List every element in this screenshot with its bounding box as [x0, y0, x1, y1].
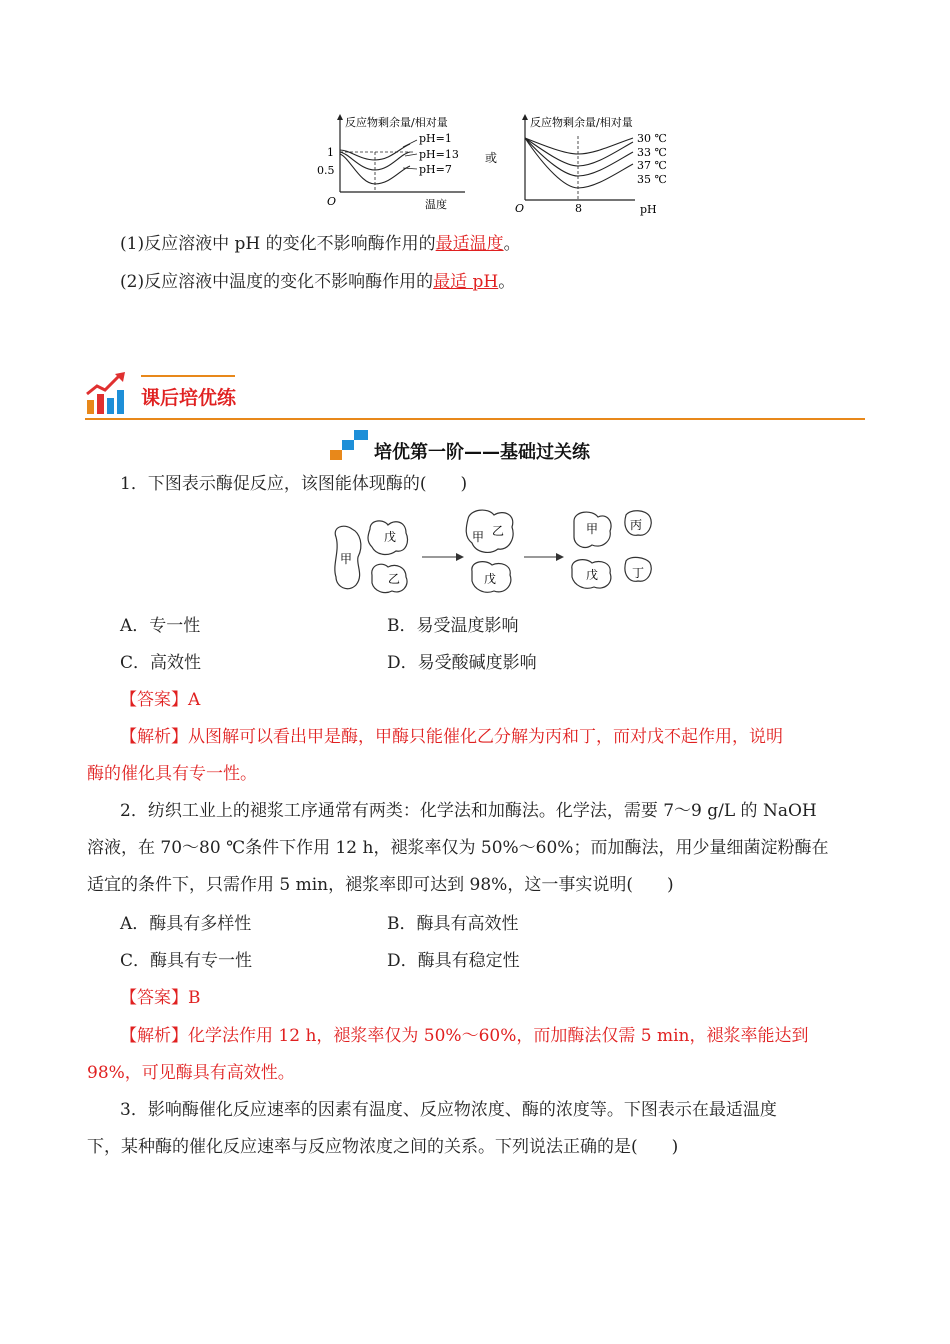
- q1-diagram: [330, 505, 660, 600]
- left-series-ph7: pH=7: [419, 163, 452, 176]
- q3-stem-line2: 下，某种酶的催化反应速率与反应物浓度之间的关系。下列说法正确的是( ): [87, 1137, 679, 1157]
- label-jia-1: 甲: [340, 552, 353, 566]
- right-series-37: 37 ℃: [637, 159, 667, 172]
- label-wu-1: 戊: [384, 530, 397, 544]
- q2-analysis-line2: 98%，可见酶具有高效性。: [87, 1063, 295, 1083]
- section-title-underline: [141, 375, 235, 377]
- q1-option-b: B．易受温度影响: [387, 616, 519, 636]
- left-series-ph1: pH=1: [419, 132, 452, 145]
- top-figure: [315, 112, 675, 217]
- q1-analysis-line1: [120, 725, 783, 749]
- note-1: [120, 232, 521, 256]
- q2-answer-value: B: [188, 988, 201, 1008]
- q1-analysis-line2: 酶的催化具有专一性。: [87, 764, 257, 784]
- enzyme-reaction-diagram: [330, 505, 660, 600]
- q3-stem-line1: 3．影响酶催化反应速率的因素有温度、反应物浓度、酶的浓度等。下图表示在最适温度: [120, 1100, 777, 1120]
- left-chart-ytick-2: 0.5: [317, 164, 335, 177]
- subtitle: 培优第一阶——基础过关练: [374, 442, 590, 463]
- q1-answer: [120, 688, 200, 712]
- left-chart-xlabel: 温度: [425, 198, 447, 211]
- label-ding: 丁: [632, 566, 645, 580]
- right-chart-origin: O: [515, 202, 525, 215]
- q2-answer: [120, 986, 201, 1010]
- note-2: [120, 270, 515, 294]
- q1-stem: 1．下图表示酶促反应，该图能体现酶的( ): [120, 474, 468, 494]
- left-chart-origin: O: [327, 195, 337, 208]
- q1-answer-tag: 【答案】: [120, 690, 188, 710]
- left-series-ph13: pH=13: [419, 148, 459, 161]
- q2-analysis-tag: 【解析】: [120, 1026, 188, 1046]
- label-bing: 丙: [630, 518, 643, 532]
- q2-stem-line2: 溶液，在 70～80 ℃条件下作用 12 h，褪浆率仅为 50%～60%；而加酶法，用少量细菌淀粉酶在: [87, 838, 829, 858]
- q2-analysis-text1: 化学法作用 12 h，褪浆率仅为 50%～60%，而加酶法仅需 5 min，褪浆率能达到: [188, 1026, 809, 1046]
- section-header: [85, 372, 865, 422]
- note-2-answer: 最适 pH: [433, 272, 499, 292]
- right-chart-ylabel: 反应物剩余量/相对量: [530, 116, 633, 129]
- label-yi-1: 乙: [388, 572, 401, 586]
- q1-answer-value: A: [188, 690, 201, 710]
- note-1-answer: 最适温度: [435, 234, 504, 254]
- label-wu-3: 戊: [586, 568, 599, 582]
- note-2-prefix: (2)反应溶液中温度的变化不影响酶作用的: [120, 272, 434, 292]
- q2-stem-line3: 适宜的条件下，只需作用 5 min，褪浆率即可达到 98%，这一事实说明( ): [87, 875, 674, 895]
- q2-option-b: B．酶具有高效性: [387, 914, 519, 934]
- steps-icon: [330, 426, 372, 462]
- label-yi-2: 乙: [492, 524, 505, 538]
- label-wu-2: 戊: [484, 572, 497, 586]
- q2-answer-tag: 【答案】: [120, 988, 188, 1008]
- left-chart-ytick-1: 1: [327, 146, 334, 159]
- section-title: 课后培优练: [141, 387, 237, 409]
- q1-analysis-tag: 【解析】: [120, 727, 188, 747]
- q1-option-d: D．易受酸碱度影响: [387, 653, 537, 673]
- label-jia-3: 甲: [586, 522, 599, 536]
- q2-option-a: A．酶具有多样性: [120, 914, 252, 934]
- right-chart-xlabel: pH: [640, 203, 657, 216]
- right-series-33: 33 ℃: [637, 146, 667, 159]
- q1-analysis-text1: 从图解可以看出甲是酶，甲酶只能催化乙分解为丙和丁，而对戊不起作用，说明: [188, 727, 783, 747]
- right-series-30: 30 ℃: [637, 132, 667, 145]
- left-chart: [317, 114, 465, 211]
- connector-or: 或: [485, 151, 498, 165]
- q2-option-c: C．酶具有专一性: [120, 951, 253, 971]
- right-chart: [515, 114, 667, 216]
- q2-stem-line1: 2．纺织工业上的褪浆工序通常有两类：化学法和加酶法。化学法，需要 7～9 g/L 的 NaOH: [120, 801, 817, 821]
- q2-analysis-line1: [120, 1024, 809, 1048]
- note-1-prefix: (1)反应溶液中 pH 的变化不影响酶作用的: [120, 234, 436, 254]
- growth-chart-icon: [85, 372, 130, 416]
- note-2-suffix: 。: [498, 272, 516, 292]
- right-series-35: 35 ℃: [637, 173, 667, 186]
- right-chart-xtick: 8: [575, 202, 582, 215]
- q2-option-d: D．酶具有稳定性: [387, 951, 520, 971]
- note-1-suffix: 。: [503, 234, 521, 254]
- section-divider: [85, 418, 865, 420]
- enzyme-curve-charts: [315, 112, 675, 217]
- left-chart-ylabel: 反应物剩余量/相对量: [345, 116, 448, 129]
- label-jia-2: 甲: [472, 530, 485, 544]
- q1-option-a: A．专一性: [120, 616, 201, 636]
- q1-option-c: C．高效性: [120, 653, 202, 673]
